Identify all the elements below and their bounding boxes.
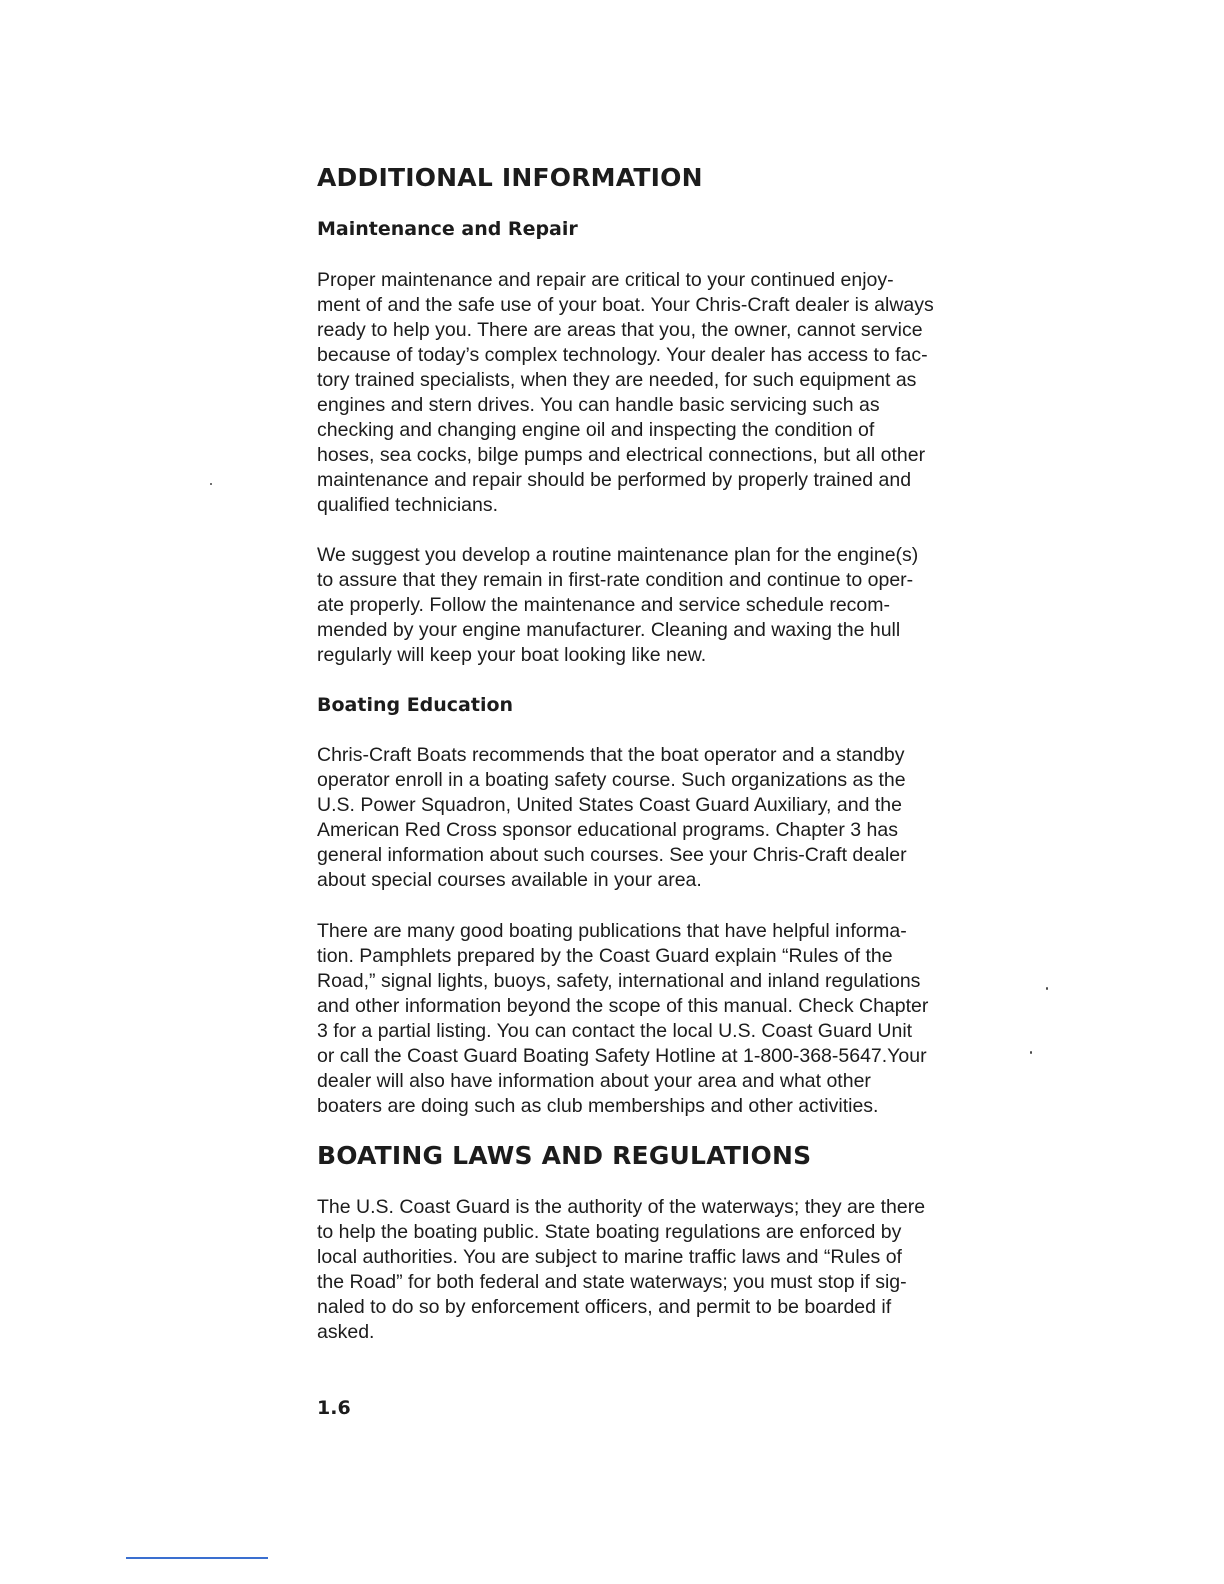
text-line: the Road” for both federal and state waterways; you must stop if sig- bbox=[317, 1271, 907, 1293]
text-line: boaters are doing such as club memberships and other activities. bbox=[317, 1095, 879, 1117]
text-line: tory trained specialists, when they are needed, for such equipment as bbox=[317, 369, 917, 391]
heading-additional-information: ADDITIONAL INFORMATION bbox=[317, 163, 703, 192]
text-line: ate properly. Follow the maintenance and service schedule recom- bbox=[317, 594, 891, 616]
text-line: 3 for a partial listing. You can contact the local U.S. Coast Guard Unit bbox=[317, 1020, 913, 1042]
text-line: operator enroll in a boating safety course. Such organizations as the bbox=[317, 769, 906, 791]
text-line: mended by your engine manufacturer. Cleaning and waxing the hull bbox=[317, 619, 901, 641]
text-line: qualified technicians. bbox=[317, 494, 499, 516]
text-line: maintenance and repair should be performed by properly trained and bbox=[317, 469, 912, 491]
text-line: hoses, sea cocks, bilge pumps and electrical connections, but all other bbox=[317, 444, 926, 466]
paragraph-laws bbox=[317, 1195, 1037, 1345]
text-line: U.S. Power Squadron, United States Coast Guard Auxiliary, and the bbox=[317, 794, 902, 816]
text-line: There are many good boating publications that have helpful informa- bbox=[317, 920, 907, 942]
paragraph-maintenance-2 bbox=[317, 543, 1037, 668]
subheading-boating-education: Boating Education bbox=[317, 694, 514, 716]
text-line: asked. bbox=[317, 1321, 375, 1343]
page-number: 1.6 bbox=[317, 1397, 351, 1419]
text-line: Road,” signal lights, buoys, safety, international and inland regulations bbox=[317, 970, 921, 992]
text-line: local authorities. You are subject to marine traffic laws and “Rules of bbox=[317, 1246, 902, 1268]
text-line: or call the Coast Guard Boating Safety Hotline at 1-800-368-5647.Your bbox=[317, 1045, 927, 1067]
text-line: checking and changing engine oil and inspecting the condition of bbox=[317, 419, 875, 441]
text-line: ready to help you. There are areas that you, the owner, cannot service bbox=[317, 319, 923, 341]
text-line: We suggest you develop a routine maintenance plan for the engine(s) bbox=[317, 544, 919, 566]
text-line: about special courses available in your area. bbox=[317, 869, 702, 891]
bottom-rule bbox=[126, 1557, 268, 1559]
paragraph-education-2 bbox=[317, 919, 1037, 1119]
scan-speck bbox=[210, 483, 212, 485]
text-line: regularly will keep your boat looking like new. bbox=[317, 644, 707, 666]
text-line: The U.S. Coast Guard is the authority of the waterways; they are there bbox=[317, 1196, 926, 1218]
text-line: Chris-Craft Boats recommends that the boat operator and a standby bbox=[317, 744, 905, 766]
paragraph-education-1 bbox=[317, 743, 1037, 893]
text-line: naled to do so by enforcement officers, and permit to be boarded if bbox=[317, 1296, 892, 1318]
text-line: dealer will also have information about your area and what other bbox=[317, 1070, 871, 1092]
paragraph-maintenance-1 bbox=[317, 268, 1037, 518]
text-line: to help the boating public. State boating regulations are enforced by bbox=[317, 1221, 902, 1243]
scan-speck bbox=[1046, 987, 1048, 990]
subheading-maintenance-and-repair: Maintenance and Repair bbox=[317, 218, 578, 240]
text-line: Proper maintenance and repair are critical to your continued enjoy- bbox=[317, 269, 894, 291]
text-line: and other information beyond the scope of this manual. Check Chapter bbox=[317, 995, 929, 1017]
text-line: ment of and the safe use of your boat. Your Chris-Craft dealer is always bbox=[317, 294, 934, 316]
text-line: to assure that they remain in first-rate condition and continue to oper- bbox=[317, 569, 914, 591]
text-line: tion. Pamphlets prepared by the Coast Guard explain “Rules of the bbox=[317, 945, 893, 967]
text-line: American Red Cross sponsor educational programs. Chapter 3 has bbox=[317, 819, 898, 841]
heading-boating-laws-and-regulations: BOATING LAWS AND REGULATIONS bbox=[317, 1141, 812, 1170]
text-line: engines and stern drives. You can handle basic servicing such as bbox=[317, 394, 880, 416]
text-line: because of today’s complex technology. Your dealer has access to fac- bbox=[317, 344, 928, 366]
text-line: general information about such courses. See your Chris-Craft dealer bbox=[317, 844, 907, 866]
scan-speck bbox=[1030, 1051, 1032, 1054]
